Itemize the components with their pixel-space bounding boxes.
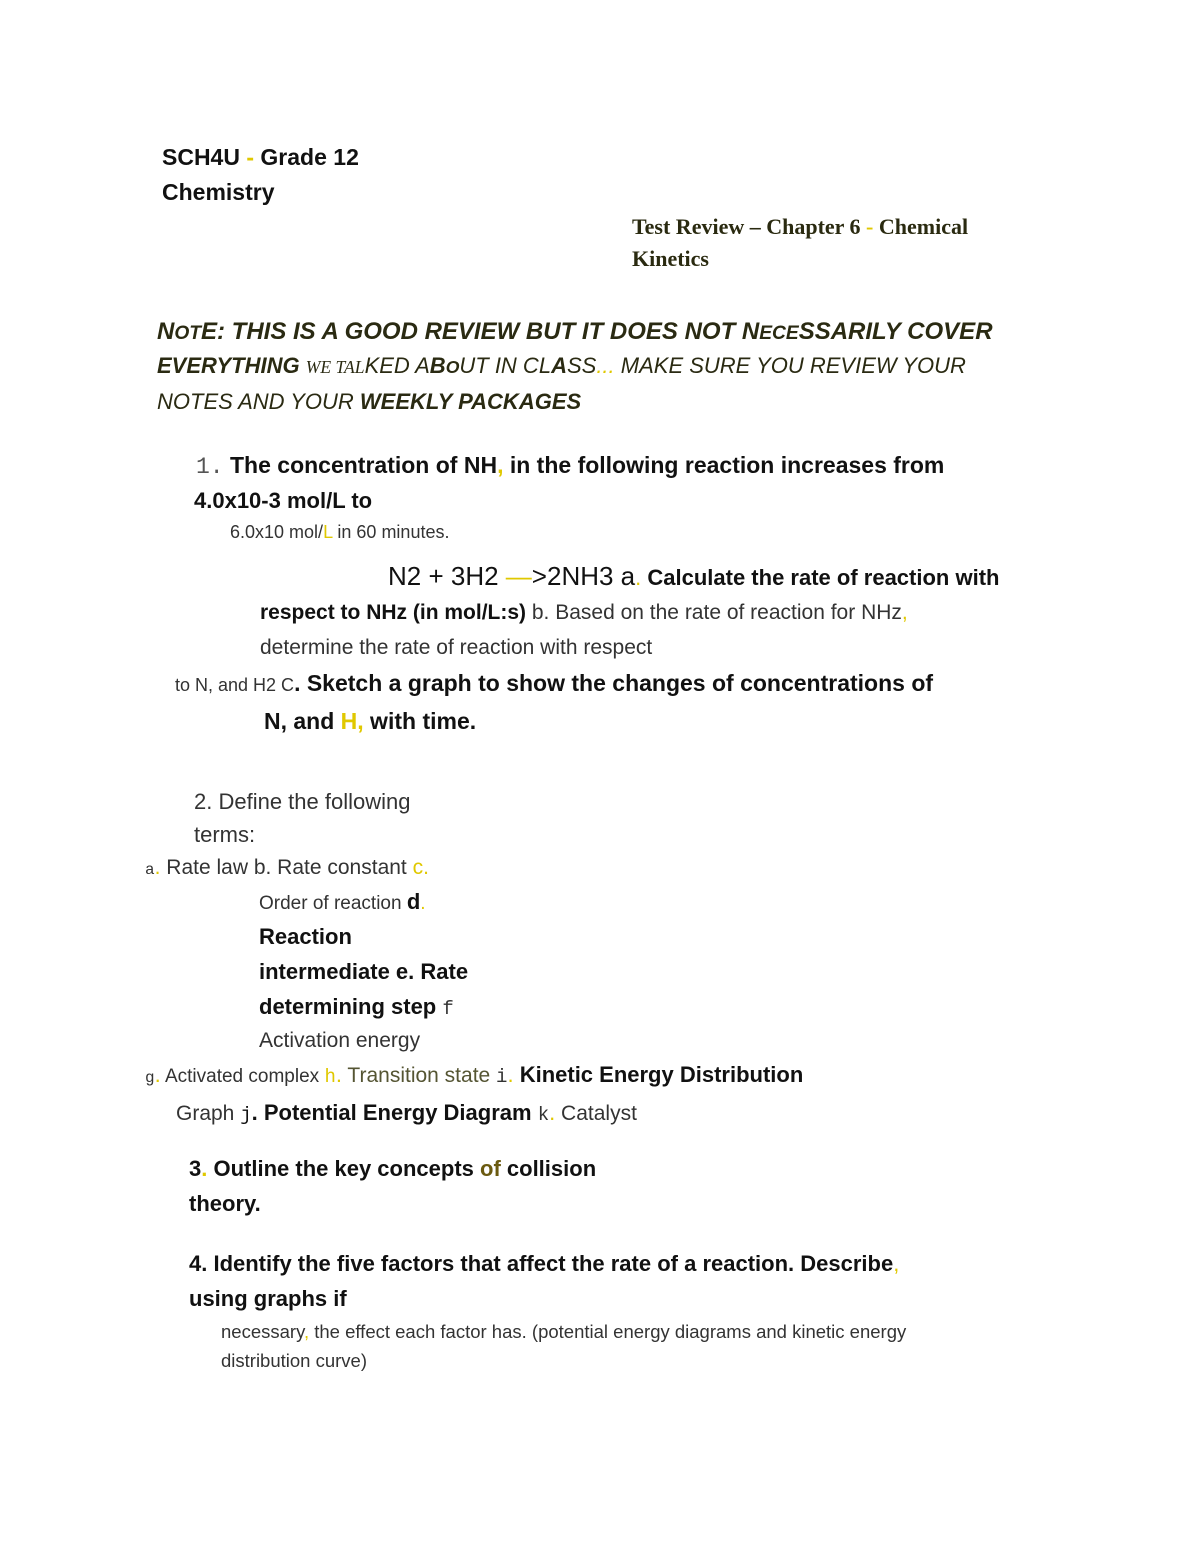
q1-text: respect to NHz (in mol/L:s) bbox=[260, 601, 527, 624]
q2-text: Kinetic Energy Distribution bbox=[513, 1062, 804, 1087]
q4-comma: , bbox=[303, 1321, 310, 1342]
q1-text: Calculate the rate of reaction with bbox=[641, 565, 1000, 590]
q1-number: 1. bbox=[196, 454, 224, 480]
q1-line-7 bbox=[175, 670, 933, 696]
q1-line-8 bbox=[264, 708, 476, 734]
chapter-name-2: Kinetics bbox=[632, 246, 709, 271]
q2-letter: g bbox=[145, 1069, 155, 1087]
q2-line-8: Activation energy bbox=[259, 1029, 421, 1052]
q1-line-1 bbox=[196, 452, 944, 480]
q2-text: . Potential Energy Diagram bbox=[251, 1100, 538, 1125]
q3-text: Outline the key concepts bbox=[207, 1156, 481, 1181]
review-title-line bbox=[632, 214, 968, 239]
q2-letter: c bbox=[412, 856, 424, 879]
q2-dot: . bbox=[549, 1100, 556, 1125]
note-dots: ... bbox=[596, 353, 615, 378]
q4-line-4: distribution curve) bbox=[221, 1350, 368, 1371]
q3-text: collision bbox=[500, 1156, 597, 1181]
q1-text: . Sketch a graph to show the changes of concentrations of bbox=[294, 670, 934, 696]
q4-comma: , bbox=[893, 1251, 900, 1276]
q3-number: 3 bbox=[189, 1156, 202, 1181]
q2-line-7 bbox=[259, 994, 454, 1021]
q2-line-10 bbox=[176, 1100, 637, 1127]
q2-line-6: intermediate e. Rate bbox=[259, 959, 469, 984]
q2-letter: i bbox=[496, 1066, 508, 1088]
q2-dot: . bbox=[335, 1062, 342, 1087]
q2-text: Transition state bbox=[341, 1064, 497, 1087]
q1-comma: , bbox=[901, 601, 908, 624]
q2-line-9 bbox=[145, 1062, 803, 1089]
q2-letter: k bbox=[537, 1104, 550, 1126]
chapter-name-1: Chemical bbox=[878, 214, 969, 239]
q2-text: Catalyst bbox=[555, 1102, 637, 1125]
q2-line-1: 2. Define the following bbox=[194, 789, 411, 814]
q4-line-1 bbox=[189, 1251, 899, 1276]
note-text: EVERYTHING bbox=[157, 353, 306, 378]
note-text: WEEKLY PACKAGES bbox=[359, 389, 582, 414]
q1-text: to N bbox=[175, 675, 209, 695]
q4-text: the effect each factor has. (potential energy diagrams and kinetic energy bbox=[309, 1321, 907, 1342]
chemical-equation: N2 + 3H2 bbox=[388, 561, 506, 591]
q1-text: in 60 minutes. bbox=[332, 522, 450, 542]
course-code-line bbox=[162, 144, 359, 170]
note-text: N bbox=[157, 318, 175, 345]
note-text: NOTES AND YOUR bbox=[157, 389, 360, 414]
review-title-dash: - bbox=[866, 214, 874, 239]
q2-line-2: terms: bbox=[194, 822, 256, 847]
q2-letter: j bbox=[240, 1104, 252, 1126]
review-title: Test Review – Chapter 6 bbox=[632, 214, 861, 239]
q1-text: in the following reaction increases from bbox=[503, 452, 945, 478]
course-code: SCH4U bbox=[162, 144, 240, 170]
note-text: MAKE SURE YOU REVIEW YOUR bbox=[614, 353, 966, 378]
note-text: WE TA bbox=[305, 357, 355, 377]
q1-dot: . bbox=[635, 565, 642, 590]
q1-text: L bbox=[323, 522, 333, 542]
q2-text: . Rate constant bbox=[265, 856, 413, 879]
q3-line-1 bbox=[189, 1156, 596, 1181]
q4-text: 4. Identify the five factors that affect the rate of a reaction. Describe bbox=[189, 1251, 894, 1276]
q1-text: , and H2 C bbox=[208, 675, 295, 695]
q1-comma: , bbox=[497, 452, 504, 478]
q4-line-3 bbox=[221, 1321, 906, 1342]
q2-dot: . bbox=[154, 1062, 161, 1087]
q2-text: Graph bbox=[176, 1102, 241, 1125]
note-text: KED A bbox=[364, 353, 430, 378]
q1-line-5 bbox=[260, 601, 908, 625]
q2-line-3 bbox=[145, 856, 429, 880]
q2-letter: a bbox=[145, 861, 155, 879]
note-text: O bbox=[445, 357, 460, 377]
q1-text: N, and bbox=[264, 708, 341, 734]
q1-text: with time. bbox=[363, 708, 477, 734]
q2-line-4 bbox=[259, 889, 426, 915]
q2-letter: h bbox=[324, 1066, 336, 1088]
q4-line-2: using graphs if bbox=[189, 1286, 347, 1311]
note-text: A bbox=[551, 353, 567, 378]
header-dash: - bbox=[246, 144, 255, 170]
q2-text: Activated complex bbox=[160, 1066, 325, 1087]
note-text: B bbox=[429, 353, 446, 378]
note-text: OT bbox=[174, 323, 201, 344]
q1-line-2: 4.0x10-3 mol/L to bbox=[194, 488, 373, 513]
note-line-1 bbox=[157, 318, 993, 346]
q2-dot: . bbox=[420, 893, 426, 914]
q1-text: 6.0x10 mol/ bbox=[230, 522, 324, 542]
q2-dot: . bbox=[507, 1062, 514, 1087]
q3-text: of bbox=[480, 1156, 501, 1181]
q1-line-6: determine the rate of reaction with respect bbox=[260, 636, 653, 659]
q2-text: Order of reaction bbox=[259, 893, 407, 914]
q1-text: H, bbox=[340, 708, 364, 734]
q2-letter: d bbox=[406, 889, 421, 914]
q2-text: Rate law b bbox=[160, 856, 266, 879]
note-text: SSARILY COVER bbox=[798, 318, 993, 345]
q4-text: necessary bbox=[221, 1321, 304, 1342]
q2-letter: f bbox=[442, 998, 454, 1020]
note-line-2 bbox=[157, 353, 966, 378]
q2-text: determining step bbox=[259, 994, 443, 1019]
note-line-3 bbox=[157, 389, 581, 414]
subject-title: Chemistry bbox=[162, 179, 275, 205]
q1-equation-line bbox=[388, 562, 999, 592]
q2-dot: . bbox=[423, 856, 429, 879]
note-text: L bbox=[354, 357, 365, 377]
q2-line-5: Reaction bbox=[259, 924, 352, 949]
q2-dot: . bbox=[154, 856, 161, 879]
q3-line-2: theory. bbox=[189, 1191, 261, 1216]
note-text: ECE bbox=[759, 323, 799, 344]
grade-label: Grade 12 bbox=[260, 144, 359, 170]
equation-arrow: — bbox=[505, 561, 532, 591]
q1-line-3 bbox=[230, 522, 449, 543]
q1-text: The concentration of NH bbox=[230, 452, 498, 478]
note-text: UT IN CL bbox=[459, 353, 552, 378]
note-text: E: THIS IS A GOOD REVIEW BUT IT DOES NOT N bbox=[201, 318, 760, 345]
q1-text: b. Based on the rate of reaction for NHz bbox=[526, 601, 902, 624]
chemical-equation: >2NH3 a bbox=[531, 561, 636, 591]
note-text: SS bbox=[566, 353, 597, 378]
q3-dot: . bbox=[201, 1156, 208, 1181]
